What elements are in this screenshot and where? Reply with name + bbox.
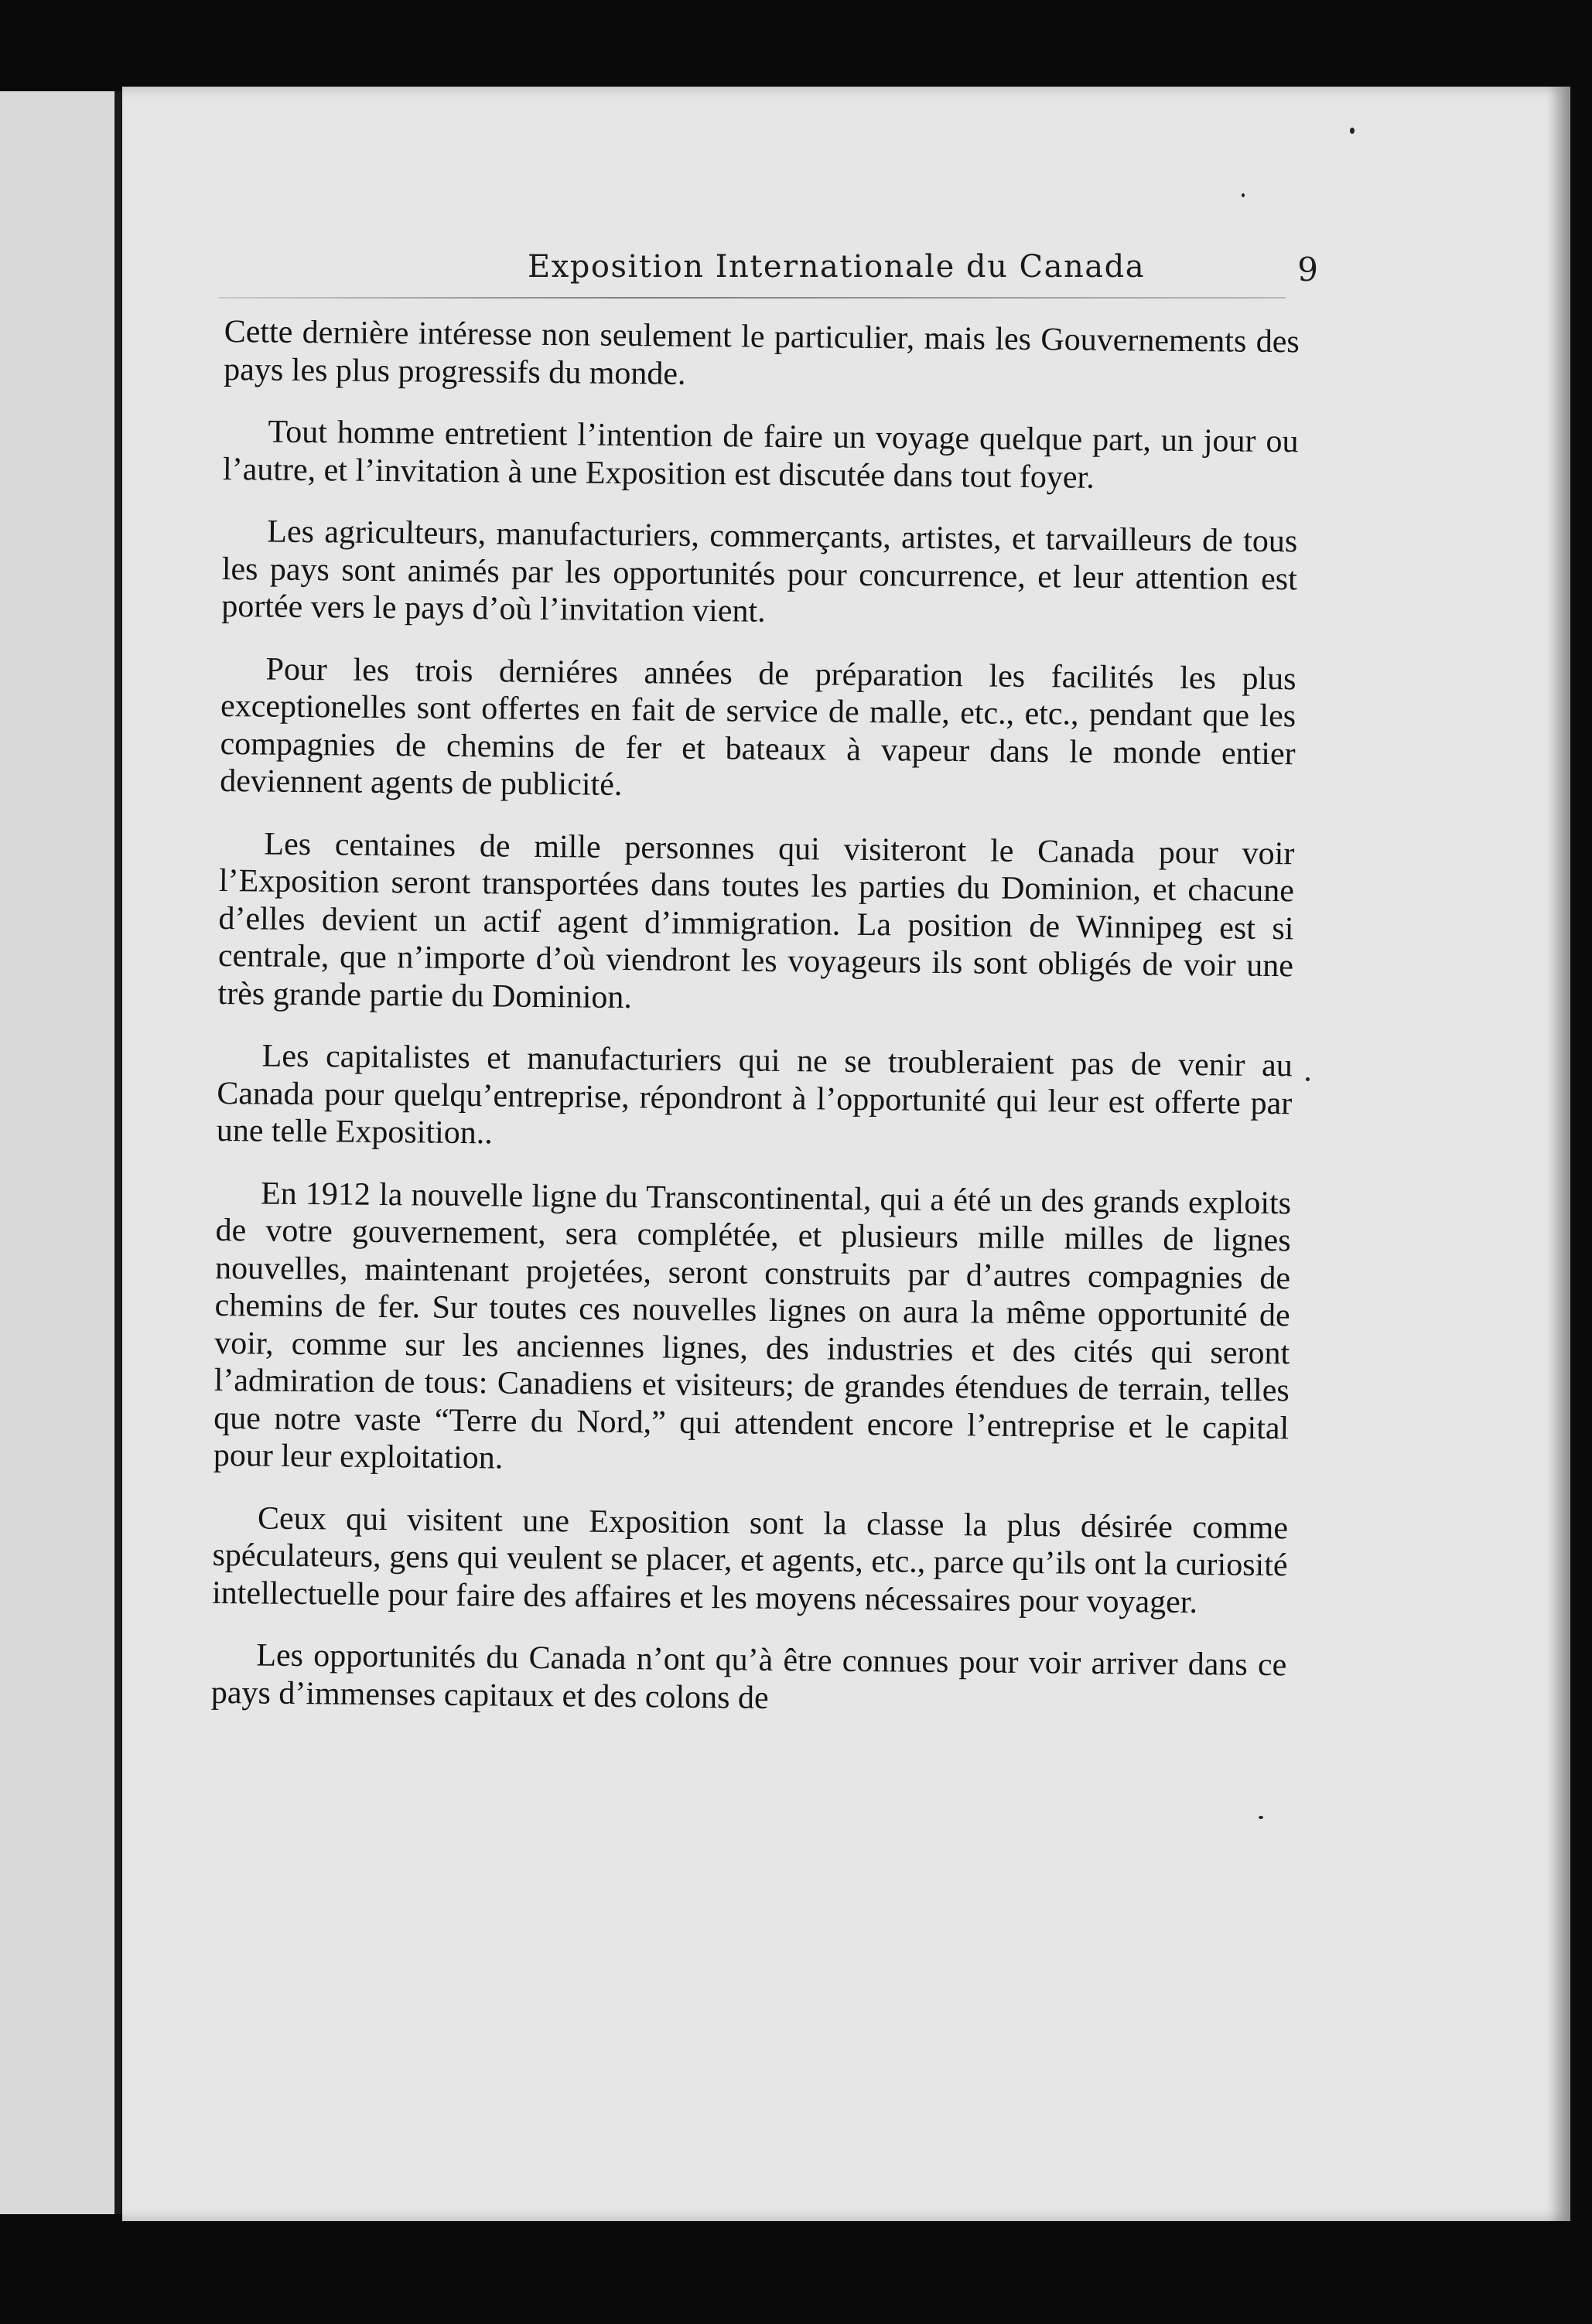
book-gutter bbox=[114, 91, 122, 2214]
facing-page-edge bbox=[0, 91, 114, 2214]
body-text bbox=[210, 313, 1300, 1746]
header-rule bbox=[218, 297, 1286, 299]
scan-speck bbox=[1259, 1816, 1263, 1819]
paragraph: Tout homme entretient l’intention de faire un voyage quelque part, un jour ou l’autre, et l’invitation à une Exposition est discutée dans tout foyer. bbox=[222, 414, 1299, 496]
scan-speck bbox=[1242, 193, 1245, 197]
paragraph: Ceux qui visitent une Exposition sont la classe la plus désirée comme spéculateurs, gens qui veulent se placer, et agents, etc., parce qu’ils ont la curiosité intellectuelle pour faire des affaires et les moyens nécessaires pour voyager. bbox=[211, 1500, 1289, 1620]
paragraph: Les agriculteurs, manufacturiers, commerçants, artistes, et tarvailleurs de tous les pays sont animés par les opportunités pour concurrence, et leur attention est portée vers le pays d’où l’invitation vient. bbox=[221, 514, 1298, 630]
page-shadow bbox=[1547, 87, 1570, 2221]
page-header bbox=[218, 249, 1318, 295]
running-title: Exposition Internationale du Canada bbox=[528, 249, 1146, 285]
paragraph: Les centaines de mille personnes qui visiteront le Canada pour voir l’Exposition seront transportées dans toutes les parties du Dominion, et chacune d’elles devient un actif agent d’immigration. La position de Winnipeg est si centrale, que n’importe d’où viendront les voyageurs ils sont obligés de voir une très grande partie du Dominion. bbox=[217, 826, 1295, 1015]
scan-speck bbox=[1306, 1077, 1310, 1081]
paragraph: Les capitalistes et manufacturiers qui ne se troubleraient pas de venir au Canada pour quelqu’entreprise, répondront à l’opportunité qui leur est offerte par une telle Exposition.. bbox=[216, 1038, 1293, 1152]
paragraph: Cette dernière intéresse non seulement le particulier, mais les Gouvernements des pays les plus progressifs du monde. bbox=[224, 313, 1300, 392]
scan-speck bbox=[1350, 128, 1355, 134]
page-number: 9 bbox=[1297, 251, 1318, 288]
paragraph: En 1912 la nouvelle ligne du Transcontinental, qui a été un des grands exploits de votre gouvernement, sera complétée, et plusieurs mille milles de lignes nouvelles, maintenant projetées, seront construits par d’autres compagnies de chemins de fer. Sur toutes ces nouvelles lignes on aura la même opportunité de voir, comme sur les anciennes lignes, des industries et des cités qui seront l’admiration de tous: Canadiens et visiteurs; de grandes étendues de terrain, telles que notre vaste “Terre du Nord,” qui attendent encore l’entreprise et le capital pour leur exploitation. bbox=[213, 1176, 1292, 1476]
paragraph: Les opportunités du Canada n’ont qu’à être connues pour voir arriver dans ce pays d’immenses capitaux et des colons de bbox=[210, 1637, 1287, 1716]
paragraph: Pour les trois derniéres années de préparation les facilités les plus exceptionelles sont offertes en fait de service de malle, etc., etc., pendant que les compagnies de chemins de fer et bateaux à vapeur dans le monde entier deviennent agents de publicité. bbox=[219, 651, 1296, 803]
